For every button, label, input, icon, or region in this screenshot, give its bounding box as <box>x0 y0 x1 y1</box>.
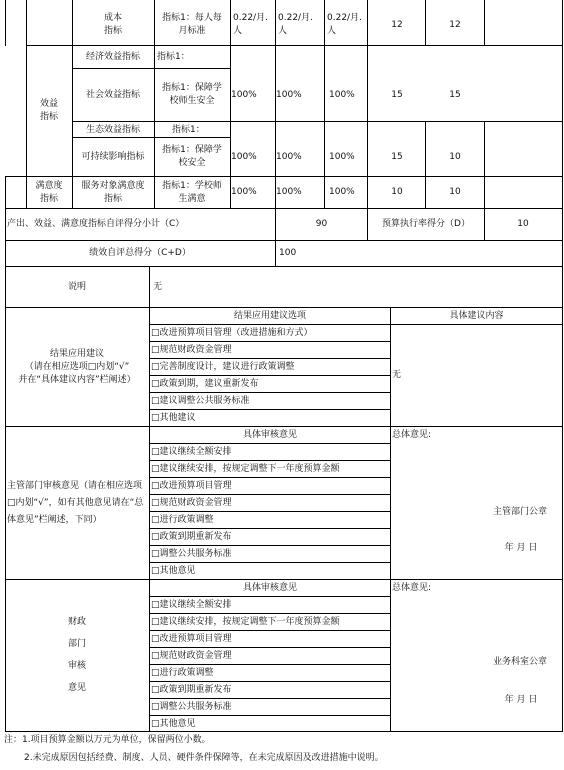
dept-review-label: 主管部门审核意见（请在相应选项□内划“√”，如有其他意见请在“总体意见”栏阐述，下同） <box>7 480 144 525</box>
dept-date-label: 年 月 日 <box>504 542 538 553</box>
grid-line <box>149 266 150 732</box>
sustainable-mid-target: 100% <box>276 151 302 162</box>
finance-overall-label: 总体意见: <box>392 583 432 593</box>
social-benefit-indicator: 指标1：保障学 校师生安全 <box>162 83 222 106</box>
footnote-2: 2.未完成原因包括经费、制度、人员、硬件条件保障等，在未完成原因及改进措施中说明。 <box>24 753 384 763</box>
finance-option-2[interactable]: □建议继续安排，按规定调整下一年度预算金额 <box>151 617 340 627</box>
grid-line <box>5 176 6 732</box>
grid-line <box>484 121 485 241</box>
total-score-label: 绩效自评总得分（C+D） <box>89 248 191 258</box>
subtotal-label: 产出、效益、满意度指标自评得分小计（C） <box>7 219 185 229</box>
sustainable-impact-label: 可持续影响指标 <box>81 151 145 162</box>
grid-line <box>150 409 391 410</box>
economic-benefit-indicator: 指标1： <box>157 51 190 62</box>
finance-date-label: 年 月 日 <box>504 694 538 705</box>
grid-line <box>150 664 391 665</box>
grid-line <box>150 358 391 359</box>
finance-option-6[interactable]: □政策到期重新发布 <box>151 685 232 695</box>
grid-line <box>150 630 391 631</box>
grid-line <box>5 208 563 209</box>
sustainable-actual: 100% <box>329 151 355 162</box>
dept-option-1[interactable]: □建议继续全额安排 <box>151 447 232 457</box>
results-option-4[interactable]: □政策到期，建议重新发布 <box>151 379 259 389</box>
grid-line <box>150 613 391 614</box>
dept-option-7[interactable]: □调整公共服务标准 <box>151 549 232 559</box>
finance-stamp-label: 业务科室公章 <box>492 656 547 667</box>
grid-line <box>5 266 563 267</box>
grid-line <box>26 0 27 209</box>
sustainable-impact-indicator: 指标1：保障学 校安全 <box>162 145 222 168</box>
grid-line <box>150 324 563 325</box>
dept-review-header: 具体审核意见 <box>242 430 297 440</box>
social-mid-target: 100% <box>276 89 302 100</box>
finance-option-3[interactable]: □改进预算项目管理 <box>151 634 232 644</box>
social-year-target: 100% <box>231 89 257 100</box>
results-option-1[interactable]: □改进预算项目管理（改进措施和方式） <box>151 328 313 338</box>
grid-line <box>154 0 155 209</box>
grid-line <box>72 121 563 122</box>
cost-score: 12 <box>449 19 461 30</box>
cost-mid-target: 0.22/月. 人 <box>278 13 313 36</box>
grid-line <box>5 426 563 427</box>
finance-review-header: 具体审核意见 <box>242 583 297 593</box>
grid-line <box>230 0 231 209</box>
grid-line <box>150 562 391 563</box>
grid-line <box>150 460 391 461</box>
grid-line <box>150 341 391 342</box>
grid-line <box>367 0 368 241</box>
explain-label: 说明 <box>67 281 86 292</box>
finance-option-5[interactable]: □进行政策调整 <box>151 668 214 678</box>
footnote-1: 注：1.项目预算金额以万元为单位，保留两位小数。 <box>4 735 211 745</box>
social-weight: 15 <box>391 89 403 100</box>
budget-execution-value: 10 <box>517 219 529 229</box>
results-options-header: 结果应用建议选项 <box>233 310 306 321</box>
satisfaction-indicator-detail: 指标1：学校师 生满意 <box>162 180 222 204</box>
grid-line <box>150 698 391 699</box>
finance-option-1[interactable]: □建议继续全额安排 <box>151 600 232 610</box>
results-content-header: 具体建议内容 <box>449 310 504 321</box>
satisfaction-group-label: 满意度 指标 <box>35 180 63 204</box>
results-content-value: 无 <box>392 370 402 380</box>
results-option-5[interactable]: □建议调整公共服务标准 <box>151 396 250 406</box>
total-score-value: 100 <box>279 248 297 258</box>
results-option-6[interactable]: □其他建议 <box>151 413 196 423</box>
grid-line <box>5 307 563 308</box>
dept-option-6[interactable]: □政策到期重新发布 <box>151 532 232 542</box>
grid-line <box>5 240 563 241</box>
grid-line <box>150 375 391 376</box>
economic-benefit-label: 经济效益指标 <box>85 51 140 62</box>
cost-indicator-detail: 指标1：每人每 月标准 <box>162 13 222 36</box>
ecological-benefit-label: 生态效益指标 <box>85 124 140 135</box>
social-benefit-label: 社会效益指标 <box>85 89 140 100</box>
budget-execution-label: 预算执行率得分（D） <box>382 219 470 229</box>
dept-stamp-label: 主管部门公章 <box>492 506 547 517</box>
finance-review-label: 财政 部门 审核 意见 <box>67 617 86 693</box>
dept-option-3[interactable]: □改进预算项目管理 <box>151 481 232 491</box>
ecological-benefit-indicator: 指标1： <box>172 124 205 135</box>
results-option-2[interactable]: □规范财政资金管理 <box>151 345 232 355</box>
grid-line <box>324 0 325 209</box>
satisfaction-mid-target: 100% <box>276 187 302 197</box>
grid-line <box>5 0 6 46</box>
grid-line <box>484 0 485 46</box>
satisfaction-score: 10 <box>449 187 461 197</box>
grid-line <box>150 528 391 529</box>
grid-line <box>5 579 563 580</box>
grid-line <box>150 596 391 597</box>
grid-line <box>150 477 391 478</box>
grid-line <box>72 0 73 209</box>
cost-weight: 12 <box>391 19 403 30</box>
grid-line <box>150 647 391 648</box>
grid-line <box>72 137 231 138</box>
grid-line <box>275 0 276 267</box>
grid-line <box>150 494 391 495</box>
satisfaction-year-target: 100% <box>231 187 257 197</box>
cost-indicator-label: 成本 指标 <box>103 13 122 36</box>
grid-line <box>150 443 391 444</box>
finance-option-4[interactable]: □规范财政资金管理 <box>151 651 232 661</box>
social-score: 15 <box>449 89 461 100</box>
satisfaction-actual: 100% <box>329 187 355 197</box>
cost-year-target: 0.22/月. 人 <box>233 13 268 36</box>
grid-line <box>72 68 231 69</box>
grid-line <box>150 392 391 393</box>
subtotal-value: 90 <box>315 219 328 229</box>
grid-line <box>150 681 391 682</box>
grid-line <box>5 176 563 177</box>
grid-line <box>425 0 426 46</box>
dept-overall-label: 总体意见: <box>392 430 432 440</box>
results-option-3[interactable]: □完善制度设计，建议进行政策调整 <box>151 362 295 372</box>
social-actual: 100% <box>329 89 355 100</box>
grid-line <box>26 45 563 46</box>
grid-line <box>5 731 563 732</box>
grid-line <box>425 121 426 209</box>
sustainable-score: 10 <box>449 151 461 162</box>
satisfaction-indicator-label: 服务对象满意度 指标 <box>81 180 145 204</box>
sustainable-year-target: 100% <box>231 151 257 162</box>
grid-line <box>150 715 391 716</box>
grid-line <box>390 307 391 732</box>
explain-value: 无 <box>153 281 163 292</box>
cost-actual: 0.22/月. 人 <box>327 13 362 36</box>
benefit-group-label: 效益 指标 <box>39 99 58 122</box>
grid-line <box>150 545 391 546</box>
results-label: 结果应用建议 （请在相应选项□内划“√” 并在“具体建议内容”栏阐述） <box>18 348 136 385</box>
dept-option-8[interactable]: □其他意见 <box>151 566 196 576</box>
dept-option-4[interactable]: □规范财政资金管理 <box>151 498 232 508</box>
dept-option-5[interactable]: □进行政策调整 <box>151 515 214 525</box>
finance-option-7[interactable]: □调整公共服务标准 <box>151 702 232 712</box>
sustainable-weight: 15 <box>391 151 403 162</box>
finance-option-8[interactable]: □其他意见 <box>151 719 196 729</box>
grid-line <box>150 511 391 512</box>
dept-option-2[interactable]: □建议继续安排，按规定调整下一年度预算金额 <box>151 464 340 474</box>
satisfaction-weight: 10 <box>391 187 403 197</box>
grid-line <box>562 0 563 732</box>
